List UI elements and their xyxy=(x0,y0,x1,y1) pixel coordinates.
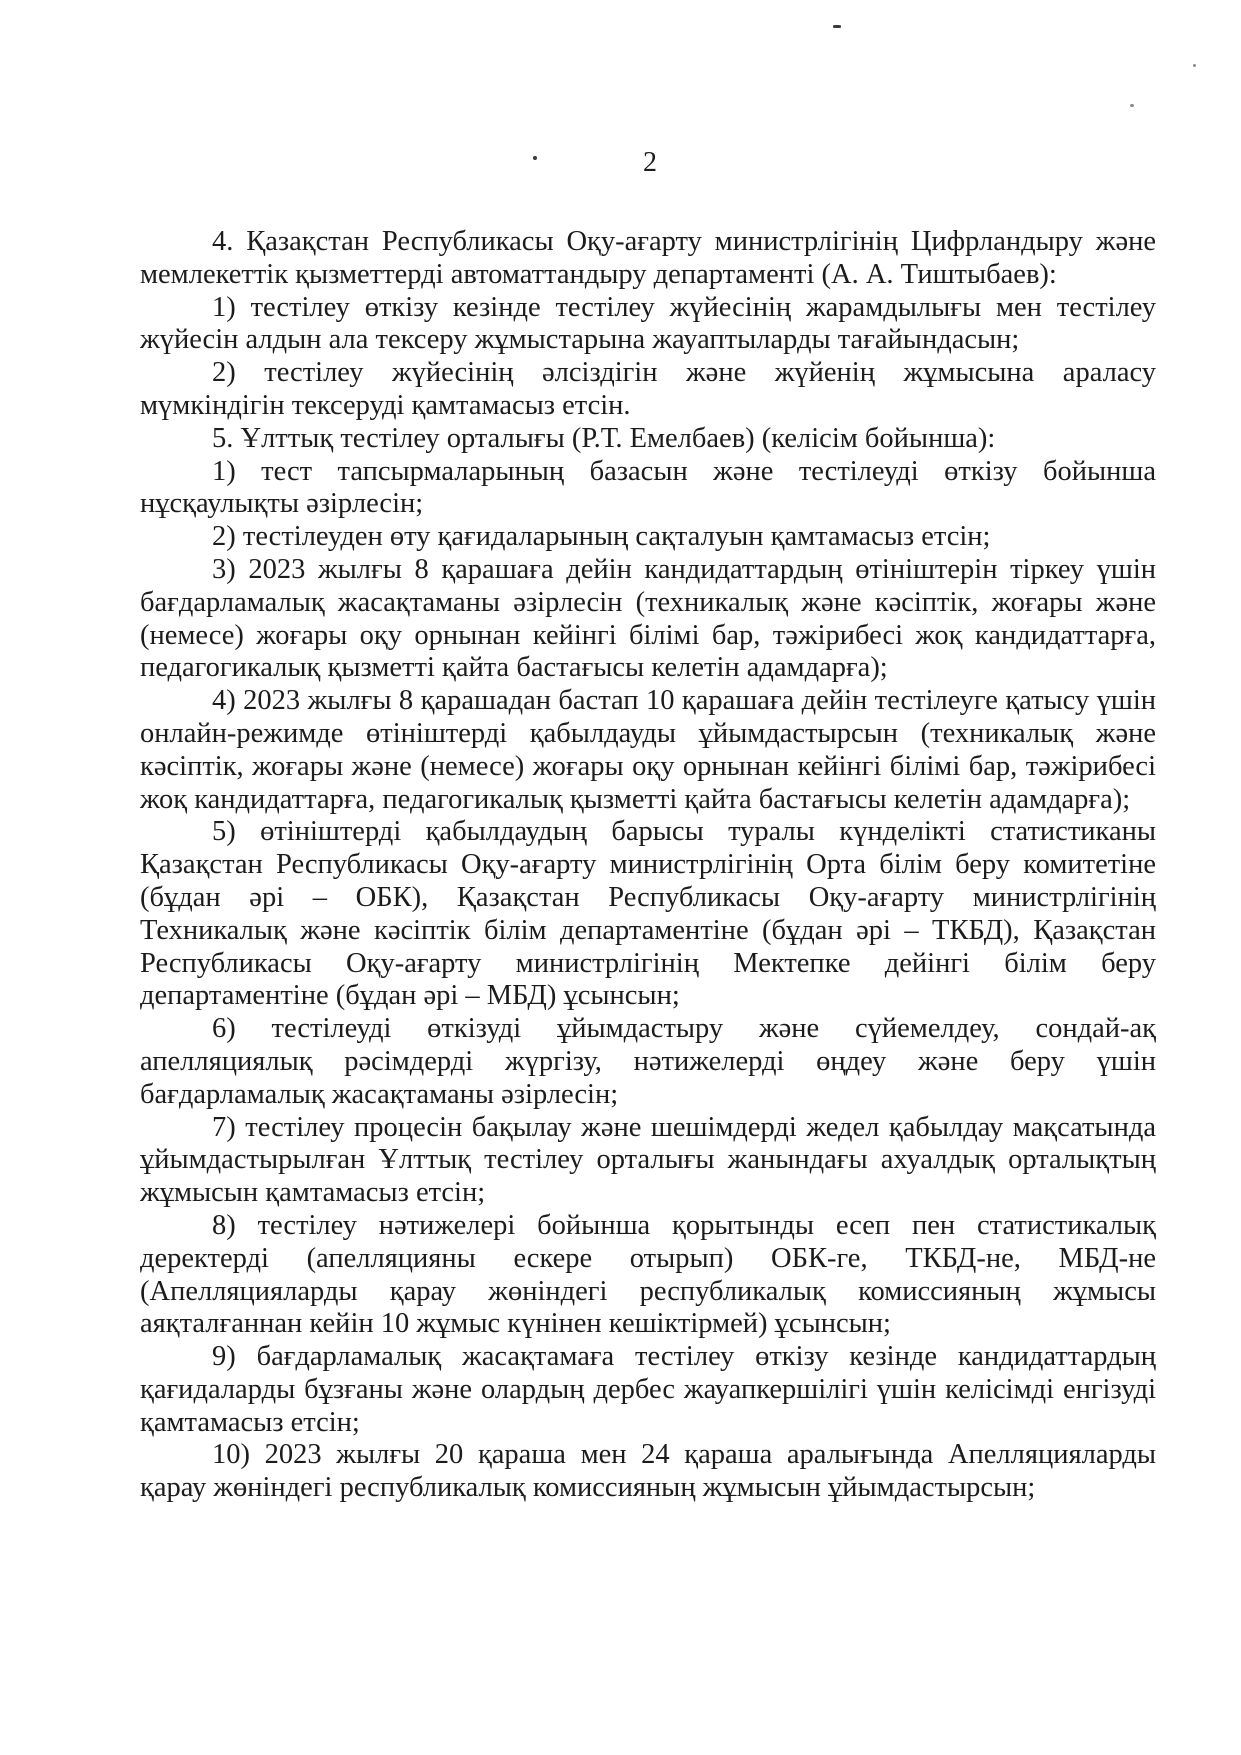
scan-speck xyxy=(533,156,537,160)
paragraph-item-4-sub-2: 2) тестілеу жүйесінің әлсіздігін және жүйенің жұмысына араласу мүмкіндігін тексеруді қамтамасыз етсін. xyxy=(140,357,1156,421)
page-number: 2 xyxy=(643,147,657,178)
paragraph-item-5-sub-5: 5) өтініштерді қабылдаудың барысы туралы күнделікті статистиканы Қазақстан Республикасы Оқу-ағарту министрлігінің Орта білім беру комитетіне (бұдан әрі – ОБК), Қазақстан Республикасы Оқу-ағарту министрлігінің Техникалық және кәсіптік білім департаментіне (бұдан әрі – ТКБД), Қазақстан Республикасы Оқу-ағарту министрлігінің Мектепке дейінгі білім беру департаментіне (бұдан әрі – МБД) ұсынсын; xyxy=(140,816,1156,1012)
paragraph-item-5-sub-6: 6) тестілеуді өткізуді ұйымдастыру және сүйемелдеу, сондай-ақ апелляциялық рәсімдерді жүргізу, нәтижелерді өңдеу және беру үшін бағдарламалық жасақтаманы әзірлесін; xyxy=(140,1013,1156,1110)
paragraph-item-4: 4. Қазақстан Республикасы Оқу-ағарту министрлігінің Цифрландыру және мемлекеттік қызметтерді автоматтандыру департаменті (А. А. Тиштыбаев): xyxy=(140,226,1156,290)
paragraph-item-5-sub-3: 3) 2023 жылғы 8 қарашаға дейін кандидаттардың өтініштерін тіркеу үшін бағдарламалық жасақтаманы әзірлесін (техникалық және кәсіптік, жоғары және (немесе) жоғары оқу орнынан кейінгі білімі бар, тәжірибесі жоқ кандидаттарға, педагогикалық қызметті қайта бастағысы келетін адамдарға); xyxy=(140,553,1156,684)
scan-speck xyxy=(833,25,841,28)
paragraph-item-4-sub-1: 1) тестілеу өткізу кезінде тестілеу жүйесінің жарамдылығы мен тестілеу жүйесін алдын ала тексеру жұмыстарына жауаптыларды тағайындасын; xyxy=(140,291,1156,356)
paragraph-item-5-sub-1: 1) тест тапсырмаларының базасын және тестілеуді өткізу бойынша нұсқаулықты әзірлесін; xyxy=(140,455,1156,520)
paragraph-item-5-sub-8: 8) тестілеу нәтижелері бойынша қорытынды есеп пен статистикалық деректерді (апелляцияны ескере отырып) ОБК-ге, ТКБД-не, МБД-не (Апелляцияларды қарау жөніндегі республикалық комиссияның жұмысы аяқталғаннан кейін 10 жұмыс күнінен кешіктірмей) ұсынсын; xyxy=(140,1209,1156,1340)
paragraph-item-5-sub-9: 9) бағдарламалық жасақтамаға тестілеу өткізу кезінде кандидаттардың қағидаларды бұзғаны және олардың дербес жауапкершілігі үшін келісімді енгізуді қамтамасыз етсін; xyxy=(140,1341,1156,1438)
document-body xyxy=(140,226,1156,1505)
paragraph-item-5-sub-10: 10) 2023 жылғы 20 қараша мен 24 қараша аралығында Апелляцияларды қарау жөніндегі республикалық комиссияның жұмысын ұйымдастырсын; xyxy=(140,1439,1156,1504)
paragraph-item-5-sub-4: 4) 2023 жылғы 8 қарашадан бастап 10 қарашаға дейін тестілеуге қатысу үшін онлайн-режимде өтініштерді қабылдауды ұйымдастырсын (техникалық және кәсіптік, жоғары және (немесе) жоғары оқу орнынан кейінгі білімі бар, тәжірибесі жоқ кандидаттарға, педагогикалық қызметті қайта бастағысы келетін адамдарға); xyxy=(140,685,1156,815)
paragraph-item-5: 5. Ұлттық тестілеу орталығы (Р.Т. Емелбаев) (келісім бойынша): xyxy=(212,422,996,454)
scan-speck xyxy=(1130,104,1134,107)
paragraph-item-5-sub-2: 2) тестілеуден өту қағидаларының сақталуын қамтамасыз етсін; xyxy=(212,521,991,553)
scan-speck xyxy=(1193,64,1196,67)
paragraph-item-5-sub-7: 7) тестілеу процесін бақылау және шешімдерді жедел қабылдау мақсатында ұйымдастырылған Ұлттық тестілеу орталығы жанындағы ахуалдық орталықтың жұмысын қамтамасыз етсін; xyxy=(140,1111,1156,1209)
